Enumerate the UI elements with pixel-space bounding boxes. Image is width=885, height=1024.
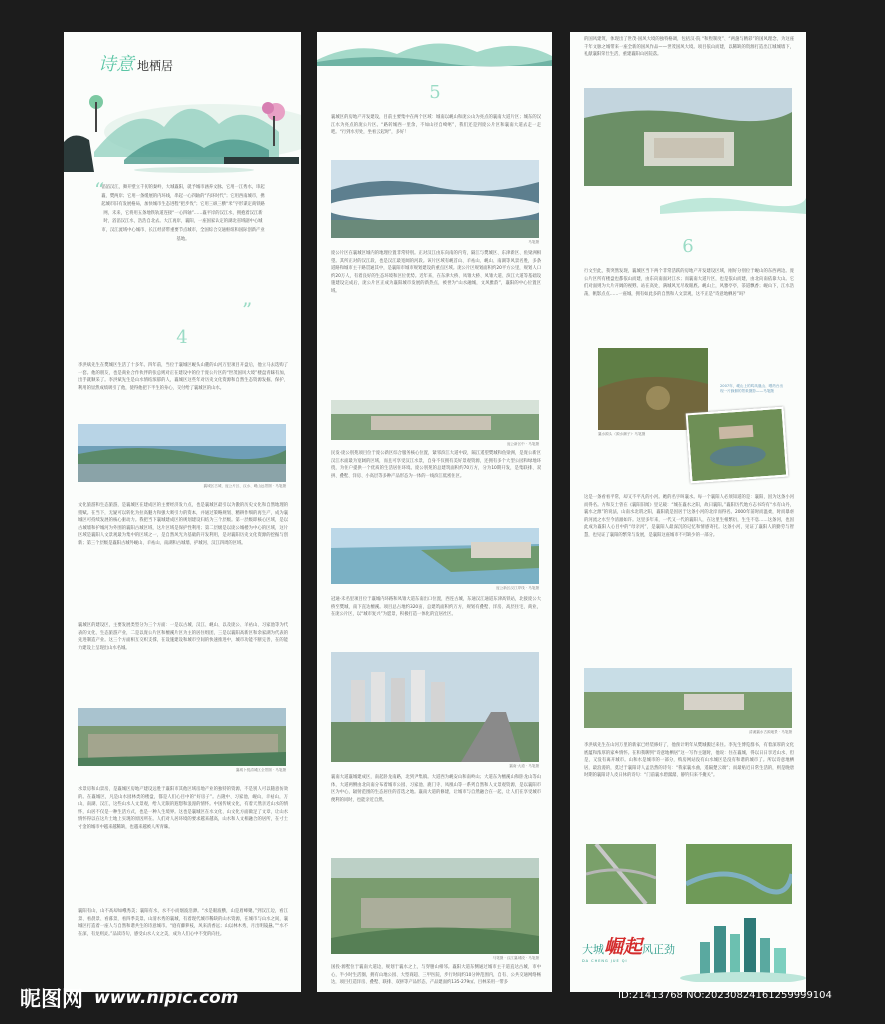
- photo-xiangcheng-panorama: [78, 424, 286, 482]
- paragraph: 国投·源墅位于襄南大道边，规划于襄水之上，与穿膳山相邻。襄阳大道东侧通过城市主干道直达古城、市中心，半小时生活圈，拥有山地公园、大型商超、三甲医院，步行时间约10分钟范围内，自有、公共交通网络畅达，项目打造洋房、叠墅、联排、双拼等产品形态，产品建面约135-279㎡。目林采用一带多: [331, 965, 541, 986]
- photo-caption: 庞公新区汉江岸线 · 马笔摄: [496, 586, 539, 590]
- watermark-logo: 昵图网: [20, 987, 83, 1011]
- paragraph: 这是一条看看平常，却又不平凡的小河。她的名字叫襄水。每一个襄阳人必须知道的是：襄阳，因为这条小河而得名。方和友士曾在《襄阳旧闻》里记载：“城在襄水之阳，故曰襄阳。”襄阳历代地方志书均有“水有山丹，襄水之源”的说法，山南水北谓之阳，襄阳就是因居于这条小河的北岸而得名。2000年前时而温柔，时而暴虐的河流之水至今清澈如许。这里多年来，一代又一代的襄阳人，在这里生根繁衍，生生不息……这条河，也因此成为襄阳人心目中的“母亲河”，是襄阳人最深沉的记忆和情感寄托。这条小河，见证了襄阳人的勤劳与智慧，也见证了襄阳的繁荣与发展，是襄阳这座城市不可缺少的一部分。: [584, 495, 794, 538]
- photo-caption: 襄南·大道 · 马笔摄: [509, 764, 539, 768]
- photo-caption: 2007年，岘山上的鸣凤凰山、晒药台出现一片蜂拥的景象摄影——马笔摄: [720, 384, 784, 393]
- green-brush-stroke-decoration: [660, 188, 806, 218]
- photo-caption: 襄城区古城、庞公片区、汉水、岘山远景图 · 马笔摄: [203, 484, 286, 488]
- paragraph: 水景房和山景房，是襄城区房地产建设远胜于襄阳市其他区域房地产业的独特的资源，不是别人可以随意仿效的。在襄城区，凡是山水园林类的楼盘，都是人们心目中的“好房子”。古隆中、习家池，岘山，羊祜山，万山，南湖、汉江，这些山水人文景观，给人无限的遐想和浪漫的情怀。中国传统文化，有着天然亲近山水的情怀，山居不仅是一种生活方式，也是一种人生境界。这也是襄城区在水文化、山文化方面做足了文章，让山水情怀得以在这片土地上实现的原因所在。人们对人居环境的要求越来越高，山水和人文相融合的居所，在寸土寸金的城市中越来越稀缺，也越来越被人所青睐。: [78, 787, 288, 830]
- paragraph: 襄城区的建设区，主要发展类型分为三个方面：一是以古城、汉江、岘山、以及庞公、羊祜山、习家池等为代表的文化、生态旅游产业，二是以庞公片区和檀溪片区为主的居住组团，三是以襄阳高新区和余家湖为代表的先进制造产业。这三个方面相互交织支撑，在设施建设和城市空间的快速推进中，城市功能不断完善，在的能力建设上呈现出山水名城。: [78, 623, 288, 651]
- panel-title: [98, 50, 173, 76]
- photo-xiangshui-village: [584, 668, 792, 728]
- slogan-part-a: 大城: [582, 943, 604, 956]
- title-poetic: 诗意: [98, 54, 134, 75]
- paragraph: 庞公片区在襄城区城内的地理位置非常特别。正对汉江由东向南的内弯，隔江与樊城区、东津新区、鱼梁洲相望。其所正对的汉江段，也是汉江最宽阔的河段。该片区域有岘首山、羊祜山、岘山、南湖等风景名胜，多条道路和城市主干路贯通其中，是襄阳市城市规划建设的重点区域。庞公片区规划面积约20平方公里，规划人口约20万人，有着良好的生态环境和区位优势。近年来，在东津大桥、凤雏大桥、凤雏大道、滨江大道等基础设施建设完成后，庞公片区正成为襄阳城市发展的新热点，被誉为“山水融城，文风雅韵”，襄阳的中心位置区域。: [331, 251, 541, 294]
- photo-xiangshui-source: [686, 407, 789, 484]
- photo-green-river-bend: [686, 844, 792, 904]
- paragraph: 文化旅游和生态旅游，是襄城区在建成区的主要经济发力点，也是襄城区最引以为傲的历史文化和自然地理的禀赋。在当下，无疑可以转化为拉高魅力和强大吸引力的资本，并通过策略规划、精耕作细的再生产，成为襄城区可持续发展的核心驱动力。我把当下襄城建成区的规划建设归结为三个层级。第一层级即核心区域，是以古城墙和护城河为外围的襄阳古城区域，这片区域是保护性利用；第二层级是以庞公城楼为中心的区域，这片区域是襄阳人文景观最为集中的区域之一，是自然风光为基础的开发利用，是对襄阳历史文化资源的挖掘与创新；第三个层级是襄阳古城外岘山、羊祜山、南湖和古城墙、护城河、汉江四周的区域。: [78, 503, 288, 546]
- photo-caption: 庞公新区中 · 马笔摄: [506, 442, 539, 446]
- photo-villa-aerial: [584, 88, 792, 186]
- photo-caption: 襄水源头（源水潮子）· 马笔摄: [598, 432, 646, 436]
- photo-old-city-aerial: [78, 708, 286, 766]
- mountain-banner-illustration: [317, 32, 552, 68]
- photo-interchange: [586, 844, 656, 904]
- photo-panggong-district: [331, 400, 539, 440]
- open-quote-mark: “: [94, 178, 105, 202]
- photo-caption: 马笔摄: [528, 240, 539, 244]
- watermark-id: ID:21413768 NO:20230824161259999104: [618, 990, 832, 1001]
- section-number-6: 6: [682, 236, 694, 257]
- photo-xiangnan-avenue: [331, 652, 539, 762]
- photo-cloud-city: [331, 160, 539, 238]
- watermark-url[interactable]: www.nipic.com: [94, 988, 239, 1008]
- section-number-5: 5: [429, 82, 441, 103]
- close-quote-mark: ”: [242, 298, 253, 322]
- intro-quote: 滔滔汉江，舞开壁立千仞的秦岭，大城襄阳，就予城市涵养文脉。它用一江秀水，串起襄、樊两岸；它用一条缓展的内环线，串起一心四轴的“内环时代”；它用西南城市，携起城市旧有发展格局，加快城市生态进程“把步伐”；它用三纵三横“米”字形谋定商铁路网，未来，它将用五条地铁轨道连接“一心四轴”……襄平岸的汉江水，拥抱着汉江新时，滔滔汉江水，浩浩自北去。大江再岸，襄阳，一座国家认定的湖北省域副中心城市，汉江流域中心城市、长江经济带重要节点城市，全国综合交通枢纽和国际创新产业基地。: [101, 185, 265, 242]
- slogan-part-c: 风正劲: [642, 943, 676, 956]
- photo-caption: 马笔摄 · 汉江襄城段 · 马笔摄: [492, 956, 539, 960]
- slogan-pinyin: DA CHENG JUE QI: [582, 959, 628, 963]
- photo-caption: 清溪襄水古源地景 · 马笔摄: [749, 730, 792, 734]
- photo-hanjiang-shoreline: [331, 528, 539, 584]
- paragraph: 襄城区的房地产开发建设，目前主要集中在两个区域：城南以岘山和庞公山为亮点的襄南大道片区；城东的汉江水为亮点的庞公片区。“路转城西一里余，不如山径自崎岖”，我们还是到庞公片区和襄南大道去走一走吧。“行到水穷处，坐看云起时”，多好！: [331, 115, 541, 136]
- paragraph: 襄南大道襄城建成区，南起卧龙南路，北到尹集镇。大道西为岘安山和南岭山；大道东为檀溪山和卧龙山等山体，大道两侧由北向南分布着城市公园、习家池、鹿门寺、凤凰山等一系列自然和人文景观资源，是以襄阳市区为中心，辐射范围的生态居住的首选之地。襄南大道的修建，让城市与自然融合在一起，让人们在享受城市便利的同时，也能亲近自然。: [331, 775, 541, 803]
- paragraph: 的国风建筑，体现出了世茂·国风大境的独特格调，包括汉·院 “和煦制度”、“两盏与精彩”的国风理念，为这座千年文脉之城带来一座全新的国风作品——世茂国风大境。项目依山而建，以稀缺的资源打造出江城城墙下，礼献襄阳荣仕生活，重建襄阳山居院落。: [584, 37, 794, 58]
- paragraph: 行文至此，我突然发现，襄城区当下两个非常活跃的房地产开发建设区域，刚好分别位于岘山的东西两边。庞公片区所有楼盘也都依山而建，由东向南面对江水；而襄南大道片区，也是依山而建，由北向南依靠大山。它们对面则为大片开阔的视野。站在高处，满城风光尽收眼底。岘山上，风雅亭亭，茶道飘香；岘山下，江水浩荡，帆影点点……一座城，拥有如此多的自然和人文景观，这不正是“诗意地栖居”吗？: [584, 269, 794, 297]
- paragraph: 襄阳有山，山不高却如峨秀美；襄阳有水，水不小而烟波浩渺。“水是眼波横，山是眉峰聚。”到汉江边，看江景、看晨景、看暮景，看四季美景。山清水秀的襄城，有着现代城市稀缺的山水资源，在城市与山水之间，襄城区打造着一座人与自然和谐共生的诗意城市。“庭有藤萝枝，风来清香远；山以林木秀，月出明镜悬。”“水不在深，有龙则灵。”品读诗句，感受山水人文之美，成为人们心中不变的向往。: [78, 909, 288, 937]
- photo-city-aerial: [331, 858, 539, 954]
- photo-caption: 襄城卜悦清城区全景图 · 马笔摄: [235, 768, 286, 772]
- slogan-part-b: 崛起: [604, 936, 643, 958]
- city-skyline-illustration: [680, 912, 806, 982]
- paragraph: 民发·庞公别苑项目位于庞公新区综合服务核心位置，紧邻滨江大道中段，隔江遥望樊城和鱼梁洲，是庞公新区汉江水面最为宽阔的区域，而且可享受汉江水景，自身不仅拥有美好景观资源，还拥有多个大型公园和绿地环绕，为住户提供一个优质的生活居住环境。庞公别苑的总建筑面积约70万方，分为10期开发，是集联排、双拼、叠墅、洋房、小高层等多种产品形态为一体的一线滨江低密住区。: [331, 451, 541, 479]
- article-panel-1: [64, 32, 301, 992]
- paragraph: 冠通·未名里项目位于襄城内环路和凤雏大道东南出口位置，西连古城，东通汉江通道东津高铁站，北接庞公大桥至樊城，南下直达檀溪。项目总占地约320亩，总建筑面积约万方，规划有叠墅、洋房、高层住宅、商业，在庞公片区，以“城市复兴”为愿景，积极打造一体化的宜居社区。: [331, 597, 541, 618]
- article-panel-2: [317, 32, 552, 992]
- article-panel-3: [570, 32, 806, 992]
- slogan: [582, 932, 675, 963]
- section-number-4: 4: [176, 327, 188, 348]
- paragraph: 李洪斌先生在樊城区生活了十多年。四年前，当位于襄城区岘头山麓的山河万里项目开盘后，他立马去选购了一套。他的朋友，也是商业合作伙伴的张总则对正在建设中的位于庞公片区的“世茂国风大境”楼盘青睐有加，出手就顺采了。李洪斌先生是山水情结浓郁的人，襄城区这些年对历史文化资源和自然生态资源发掘、保护、利用的显然成绩吸引了他，使得他把下半生的身心，交付给了襄城区的山水。: [78, 363, 288, 391]
- title-dwelling: 地栖居: [137, 59, 174, 73]
- paragraph: 李洪斌先生在山河万里的新家已经装修好了，他预计明年从樊城搬过来住。李先生博览群书，有着深厚的文化底蕴和浓厚的家乡情怀。在和我聊到“诗意地栖居”这一写作主题时，他说：住在襄城，得以日日享近山水、但是，又没有离开城市。山和水是城市的一部分，购房网站没有山水城区是没有和谐的城市了。所以诗意地栖居，最浪漫的，莫过于襄阳诗人孟浩然的诗句：“我家襄水曲，遥隔楚云端”；而最贴近日常生活的，则是晚唐时期的襄阳诗人皮日休的诗句：“门前襄水碧潺潺，静钓归来不掩关”。: [584, 743, 794, 779]
